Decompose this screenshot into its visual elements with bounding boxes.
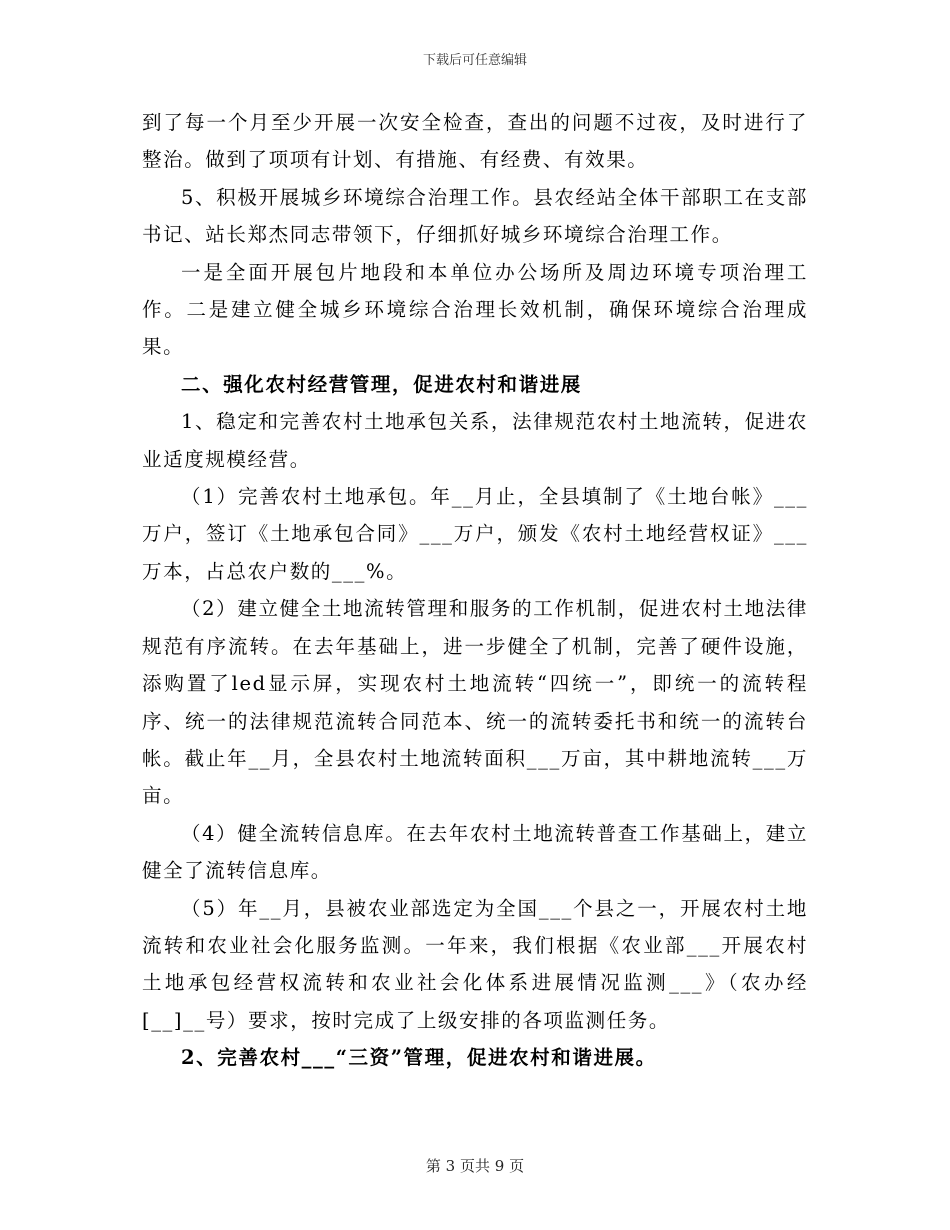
- page-number: 第 3 页共 9 页: [425, 1157, 525, 1175]
- paragraph: （4）健全流转信息库。在去年农村土地流转普查工作基础上，建立健全了流转信息库。: [142, 821, 808, 883]
- paragraph: （1）完善农村土地承包。年__月止，全县填制了《土地台帐》___万户，签订《土地承包合同》___万户，颁发《农村土地经营权证》___万本，占总农户数的___%。: [142, 485, 808, 583]
- paragraph: 到了每一个月至少开展一次安全检查，查出的问题不过夜，及时进行了整治。做到了项项有计划、有措施、有经费、有效果。: [142, 111, 808, 172]
- subsection-heading: 2、完善农村___“三资”管理，促进农村和谐进展。: [181, 1046, 657, 1070]
- section-heading: 二、强化农村经营管理，促进农村和谐进展: [181, 372, 582, 396]
- paragraph: 一是全面开展包片地段和本单位办公场所及周边环境专项治理工作。二是建立健全城乡环境综合治理长效机制，确保环境综合治理成果。: [142, 260, 808, 359]
- paragraph: 1、稳定和完善农村土地承包关系，法律规范农村土地流转，促进农业适度规模经营。: [142, 410, 808, 471]
- page-header: 下载后可任意编辑: [422, 53, 527, 68]
- paragraph: （2）建立健全土地流转管理和服务的工作机制，促进农村土地法律规范有序流转。在去年基础上，进一步健全了机制，完善了硬件设施，添购置了led显示屏，实现农村土地流转“四统一”，即统一的流转程序、统一的法律规范流转合同范本、统一的流转委托书和统一的流转台帐。截止年__月，全县农村土地流转面积___万亩，其中耕地流转___万亩。: [142, 597, 808, 808]
- paragraph: 5、积极开展城乡环境综合治理工作。县农经站全体干部职工在支部书记、站长郑杰同志带领下，仔细抓好城乡环境综合治理工作。: [142, 185, 808, 247]
- paragraph: （5）年__月，县被农业部选定为全国___个县之一，开展农村土地流转和农业社会化服务监测。一年来，我们根据《农业部___开展农村土地承包经营权流转和农业社会化体系进展情况监测___》（农办经[__]__号）要求，按时完成了上级安排的各项监测任务。: [142, 896, 808, 1032]
- document-body: [142, 104, 808, 1077]
